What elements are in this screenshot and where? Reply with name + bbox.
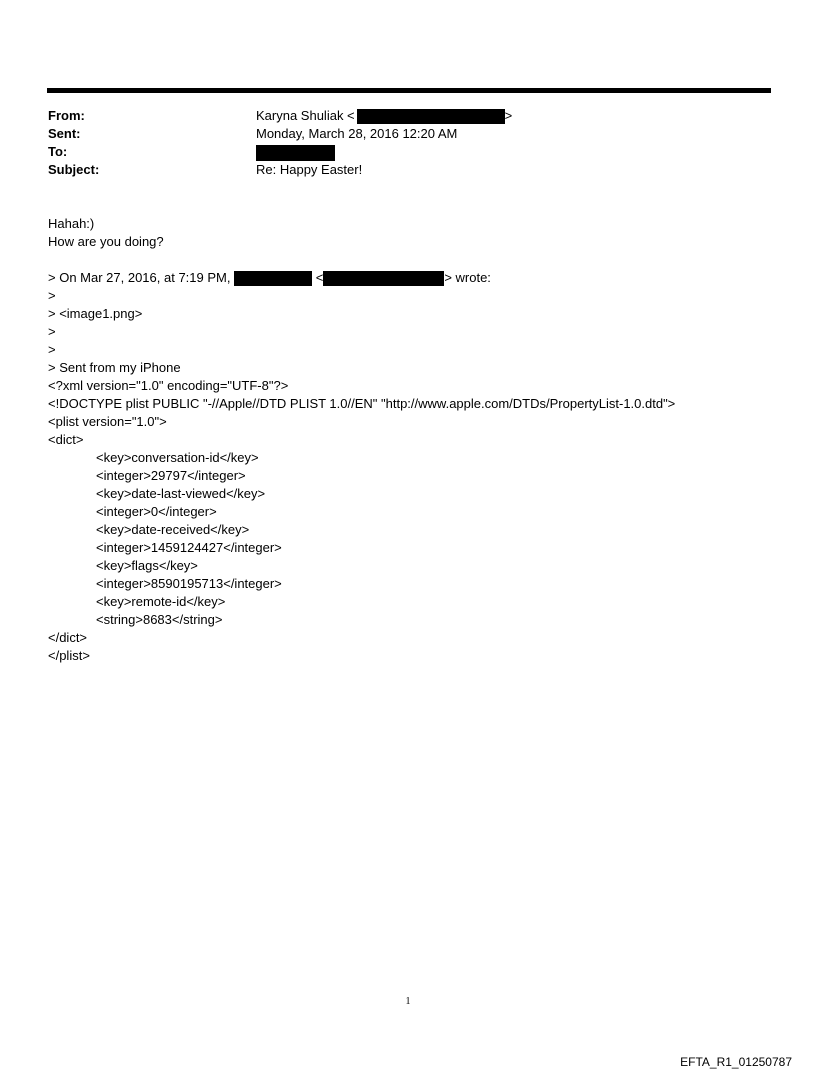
bates-number: EFTA_R1_01250787 <box>680 1055 792 1069</box>
xml-entry: <integer>1459124427</integer> <box>96 540 282 555</box>
xml-entry: <string>8683</string> <box>96 612 223 627</box>
to-label: To: <box>48 144 68 159</box>
subject-label: Subject: <box>48 162 100 177</box>
sent-value: Monday, March 28, 2016 12:20 AM <box>256 126 458 141</box>
redaction-box <box>357 109 505 124</box>
xml-line: <dict> <box>48 432 84 447</box>
from-value <box>256 107 512 125</box>
xml-line: </plist> <box>48 648 90 663</box>
quote-line: > <box>48 342 56 357</box>
quote-line: > <box>48 288 56 303</box>
xml-entry: <key>date-received</key> <box>96 522 250 537</box>
xml-entry: <key>conversation-id</key> <box>96 450 259 465</box>
quote-line: > <image1.png> <box>48 306 143 321</box>
sent-label: Sent: <box>48 126 81 141</box>
xml-entry: <integer>0</integer> <box>96 504 217 519</box>
redaction-box <box>323 271 444 286</box>
to-value <box>256 143 335 161</box>
quote-prefix: > On Mar 27, 2016, at 7:19 PM, <box>48 270 231 285</box>
quote-line: > Sent from my iPhone <box>48 360 181 375</box>
subject-value: Re: Happy Easter! <box>256 162 363 177</box>
xml-line: <?xml version="1.0" encoding="UTF-8"?> <box>48 378 289 393</box>
quote-wrote: > wrote: <box>444 270 491 285</box>
xml-entry: <key>remote-id</key> <box>96 594 226 609</box>
xml-line: <!DOCTYPE plist PUBLIC "-//Apple//DTD PLIST 1.0//EN" "http://www.apple.com/DTDs/PropertyList-1.0.dtd"> <box>48 396 676 411</box>
redaction-box <box>234 271 312 286</box>
body-line: Hahah:) <box>48 216 95 231</box>
from-label: From: <box>48 108 85 123</box>
xml-entry: <key>date-last-viewed</key> <box>96 486 266 501</box>
quote-header <box>48 269 491 287</box>
header-rule <box>47 88 771 93</box>
redaction-box <box>256 145 335 161</box>
xml-line: <plist version="1.0"> <box>48 414 167 429</box>
from-name: Karyna Shuliak < <box>256 108 355 123</box>
xml-entry: <integer>8590195713</integer> <box>96 576 282 591</box>
quote-line: > <box>48 324 56 339</box>
quote-lt: < <box>315 270 324 285</box>
from-close: > <box>504 108 513 123</box>
body-line: How are you doing? <box>48 234 164 249</box>
xml-entry: <key>flags</key> <box>96 558 198 573</box>
xml-line: </dict> <box>48 630 88 645</box>
xml-entry: <integer>29797</integer> <box>96 468 246 483</box>
page-number: 1 <box>405 996 411 1007</box>
